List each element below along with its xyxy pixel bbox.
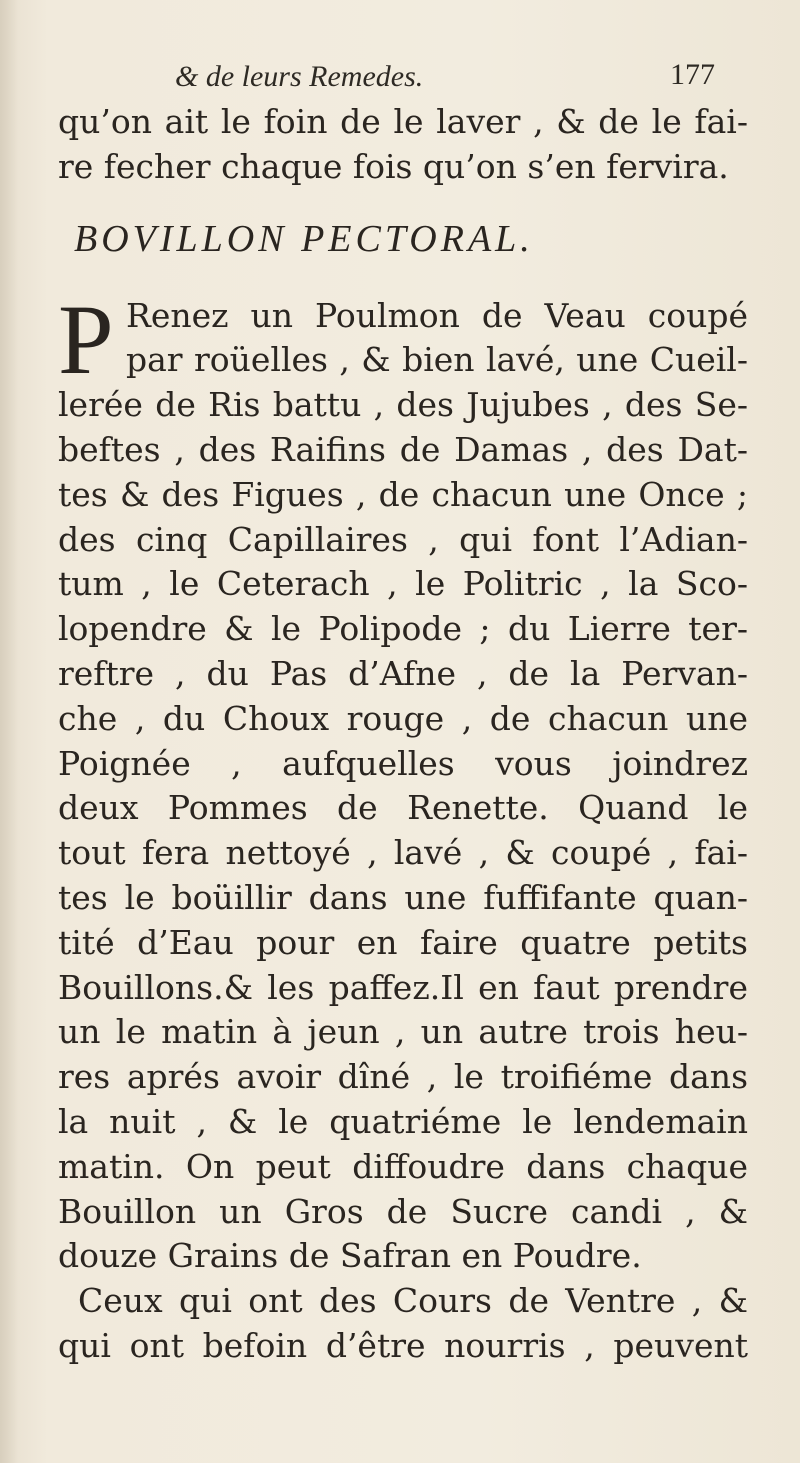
running-head: & de leurs Remedes.: [175, 60, 424, 93]
text-line: lerée de Ris battu , des Jujubes , des Se-: [58, 385, 748, 425]
text-line: beftes , des Raifins de Damas , des Dat-: [58, 429, 748, 469]
recipe-title: BOVILLON PECTORAL.: [74, 217, 534, 260]
page-number: 177: [670, 58, 715, 91]
text-line: Bouillons.& les paffez.Il en faut prendre: [58, 967, 748, 1007]
text-line: douze Grains de Safran en Poudre.: [58, 1236, 642, 1276]
text-line: che , du Choux rouge , de chacun une: [58, 698, 748, 738]
text-line: la nuit , & le quatriéme le lendemain: [58, 1101, 748, 1141]
text-line: Renez un Poulmon de Veau coupé: [126, 295, 748, 335]
drop-cap: P: [58, 283, 114, 395]
text-line: tes & des Figues , de chacun une Once ;: [58, 474, 748, 514]
text-line: Ceux qui ont des Cours de Ventre , &: [78, 1281, 748, 1321]
text-line: qu’on ait le foin de le laver , & de le fai-: [58, 102, 748, 141]
page-header: [175, 58, 715, 98]
text-line: tum , le Ceterach , le Politric , la Sco-: [58, 564, 748, 604]
text-line: Bouillon un Gros de Sucre candi , &: [58, 1191, 748, 1231]
text-line: lopendre & le Polipode ; du Lierre ter-: [58, 609, 748, 649]
text-line: matin. On peut diffoudre dans chaque: [58, 1146, 748, 1186]
text-line: qui ont befoin d’être nourris , peuvent: [58, 1325, 748, 1365]
text-line: tité d’Eau pour en faire quatre petits: [58, 922, 748, 962]
text-line: res aprés avoir dîné , le troifiéme dans: [58, 1057, 748, 1097]
text-line: Poignée , aufquelles vous joindrez: [58, 743, 748, 783]
page-gutter-shadow: [0, 0, 18, 1463]
recipe-paragraph: [58, 283, 748, 1280]
text-line: un le matin à jeun , un autre trois heu-: [58, 1012, 748, 1052]
text-line: reftre , du Pas d’Afne , de la Pervan-: [58, 653, 748, 693]
text-line: des cinq Capillaires , qui font l’Adian-: [58, 519, 748, 559]
text-line: tes le boüillir dans une fuffifante quan-: [58, 877, 748, 917]
text-line: par roüelles , & bien lavé, une Cueil-: [126, 340, 748, 380]
text-line: deux Pommes de Renette. Quand le: [58, 788, 748, 828]
page-body: [58, 100, 748, 1369]
text-line: re fecher chaque fois qu’on s’en fervira.: [58, 146, 729, 186]
next-paragraph: [58, 1279, 748, 1369]
text-line: tout fera nettoyé , lavé , & coupé , fai-: [58, 833, 748, 873]
